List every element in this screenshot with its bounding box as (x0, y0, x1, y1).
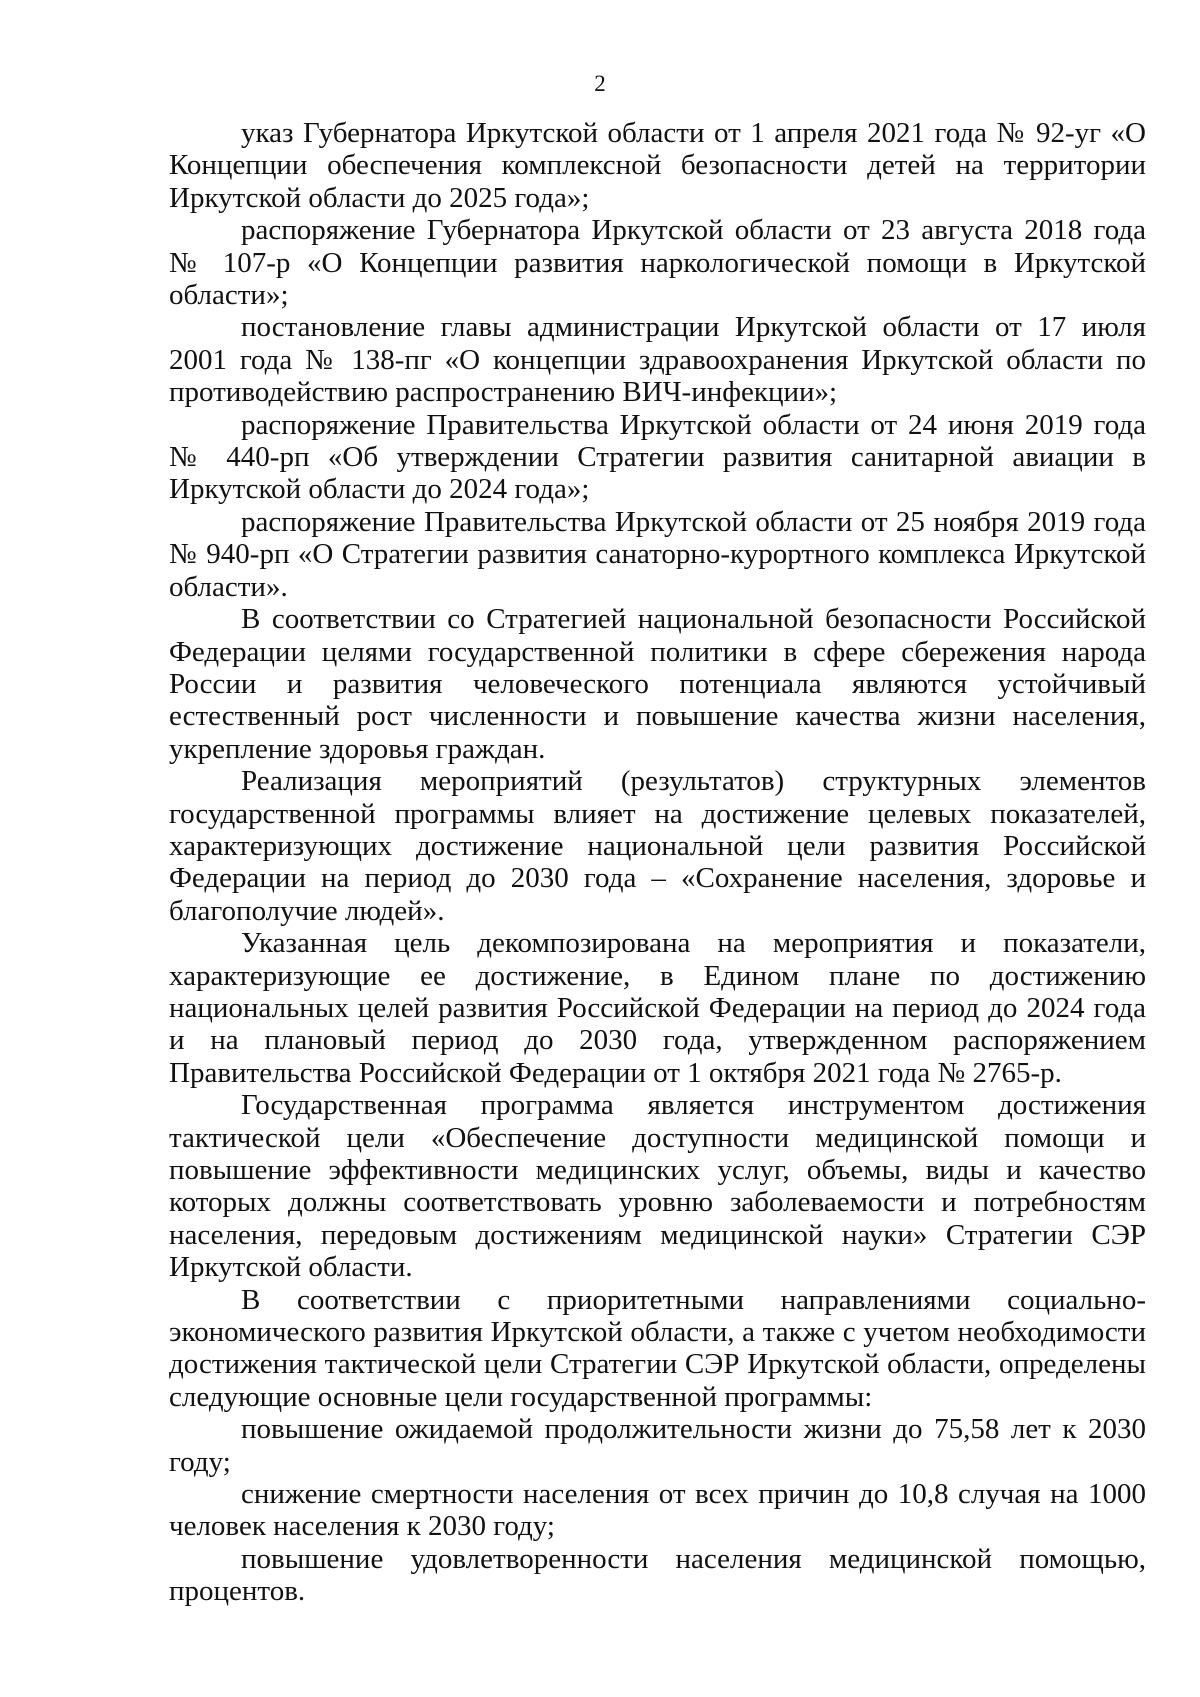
paragraph-goal-life-expectancy: повышение ожидаемой продолжительности жизни до 75,58 лет к 2030 году; (169, 1413, 1146, 1478)
paragraph-goal-mortality: снижение смертности населения от всех причин до 10,8 случая на 1000 человек населения к 2030 году; (169, 1478, 1146, 1543)
paragraph-order-sanitary-aviation: распоряжение Правительства Иркутской области от 24 июня 2019 года № 440-рп «Об утверждении Стратегии развития санитарной авиации в Иркутской области до 2024 года»; (169, 408, 1146, 506)
paragraph-decree-children-safety: указ Губернатора Иркутской области от 1 апреля 2021 года № 92-уг «О Концепции обеспечения комплексной безопасности детей на территории Иркутской области до 2025 года»; (169, 117, 1146, 214)
paragraph-order-narcology: распоряжение Губернатора Иркутской области от 23 августа 2018 года № 107-р «О Концепции развития наркологической помощи в Иркутской области»; (169, 214, 1146, 312)
paragraph-implementation: Реализация мероприятий (результатов) структурных элементов государственной программы влияет на достижение целевых показателей, характеризующих достижение национальной цели развития Российской Федерации на период до 2030 года – «Сохранение населения, здоровье и благополучие людей». (169, 765, 1146, 927)
paragraph-goal-satisfaction: повышение удовлетворенности населения медицинской помощью, процентов. (169, 1542, 1146, 1608)
paragraph-national-security: В соответствии со Стратегией национальной безопасности Российской Федерации целями государственной политики в сфере сбережения народа России и развития человеческого потенциала являются устойчивый естественный рост численности и повышение качества жизни населения, укрепление здоровья граждан. (169, 603, 1146, 765)
page-number: 2 (594, 71, 606, 96)
paragraph-order-sanatorium: распоряжение Правительства Иркутской области от 25 ноября 2019 года № 940-рп «О Стратегии развития санаторно-курортного комплекса Иркутской области». (169, 505, 1146, 603)
document-body (169, 117, 1146, 1608)
paragraph-goal-decomposition: Указанная цель декомпозирована на мероприятия и показатели, характеризующие ее достижение, в Едином плане по достижению национальных целей развития Российской Федерации на период до 2024 года и на плановый период до 2030 года, утвержденном распоряжением Правительства Российской Федерации от 1 октября 2021 года № 2765-р. (169, 927, 1146, 1089)
paragraph-program-goals: В соответствии с приоритетными направлениями социально-экономического развития Иркутской области, а также с учетом необходимости достижения тактической цели Стратегии СЭР Иркутской области, определены следующие основные цели государственной программы: (169, 1283, 1146, 1413)
paragraph-program-instrument: Государственная программа является инструментом достижения тактической цели «Обеспечение доступности медицинской помощи и повышение эффективности медицинских услуг, объемы, виды и качество которых должны соответствовать уровню заболеваемости и потребностям населения, передовым достижениям медицинской науки» Стратегии СЭР Иркутской области. (169, 1089, 1146, 1284)
paragraph-resolution-hiv: постановление главы администрации Иркутской области от 17 июля 2001 года № 138-пг «О концепции здравоохранения Иркутской области по противодействию распространению ВИЧ-инфекции»; (169, 311, 1146, 409)
